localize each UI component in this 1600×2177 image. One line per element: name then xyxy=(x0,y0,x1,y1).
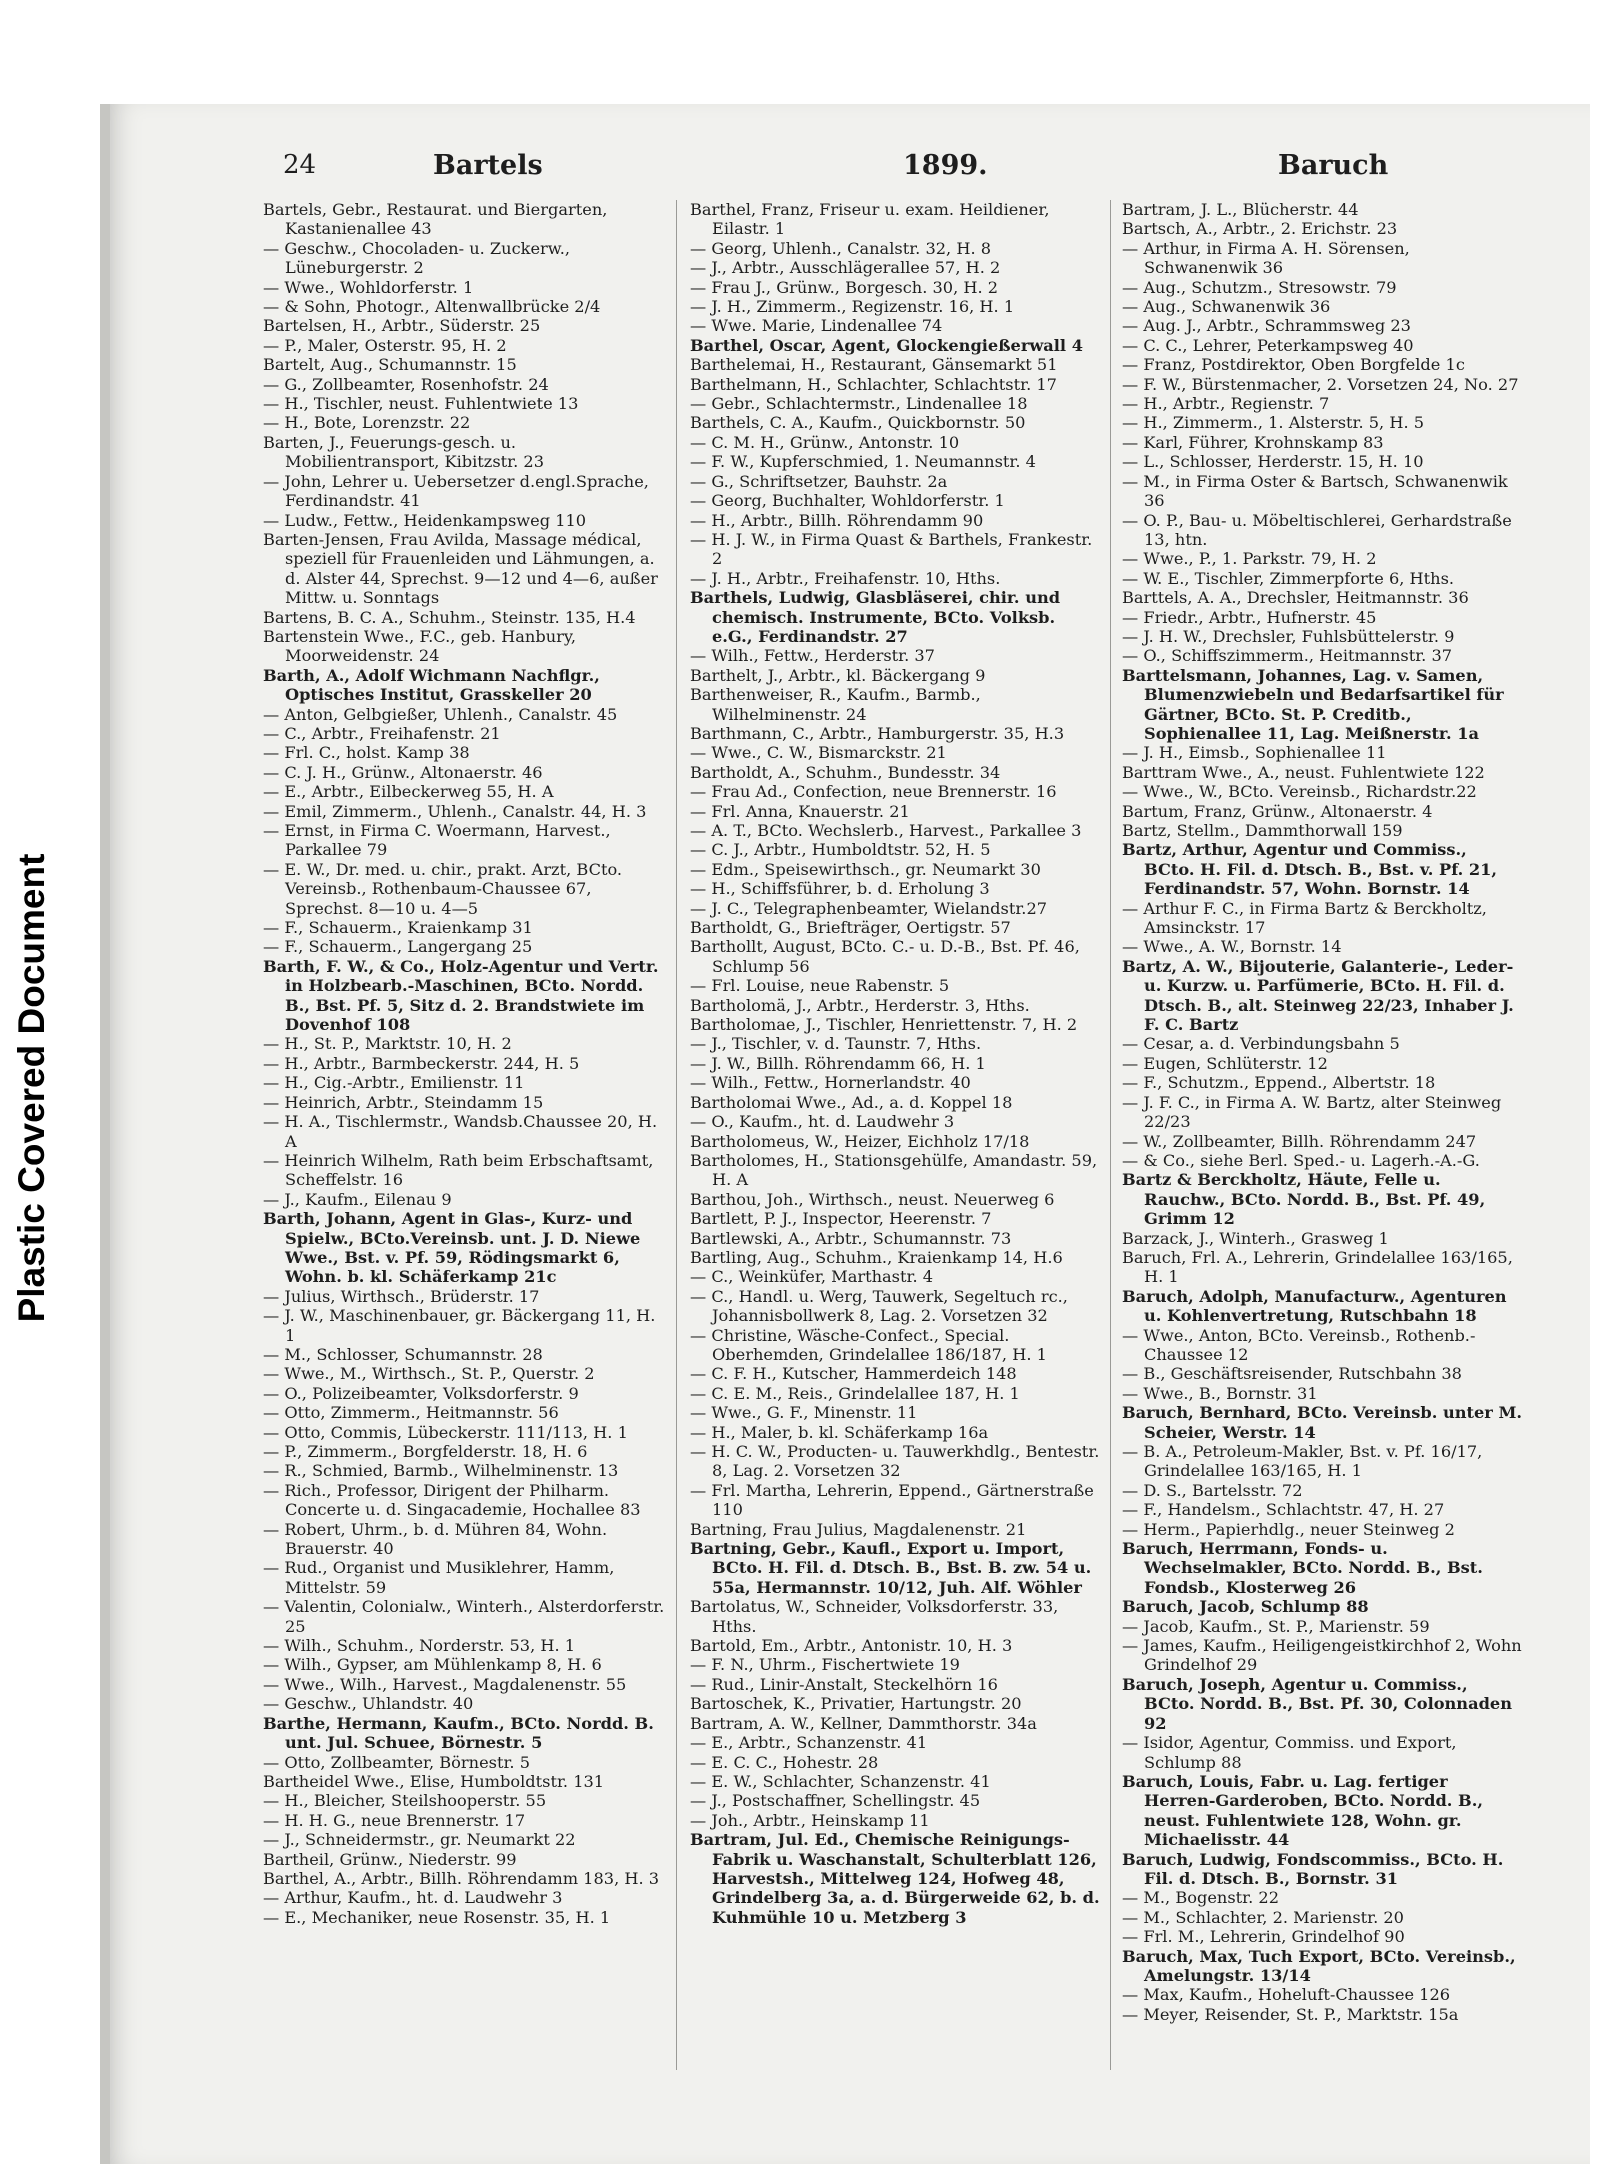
directory-entry: — H., Maler, b. kl. Schäferkamp 16a xyxy=(690,1422,989,1442)
directory-entry: — Franz, Postdirektor, Oben Borgfelde 1c xyxy=(1122,355,1465,375)
directory-entry: Barttelsmann, Johannes, Lag. v. Samen, Blumenzwiebeln und Bedarfsartikel für Gärtner, BCto. St. P. Creditb., Sophienallee 11, Lag. Meißnerstr. 1a xyxy=(1122,665,1504,743)
directory-entry: Barthels, C. A., Kaufm., Quickbornstr. 50 xyxy=(690,413,1026,433)
directory-entry: Barthel, Franz, Friseur u. exam. Heildiener, Eilastr. 1 xyxy=(690,200,1050,239)
directory-entry: — Julius, Wirthsch., Brüderstr. 17 xyxy=(263,1286,540,1306)
directory-entry: — J., Arbtr., Ausschlägerallee 57, H. 2 xyxy=(690,258,1001,278)
directory-column-2 xyxy=(690,200,1100,2085)
directory-entry: Bartlett, P. J., Inspector, Heerenstr. 7 xyxy=(690,1209,992,1229)
directory-entry: — Wwe., Anton, BCto. Vereinsb., Rothenb.-Chaussee 12 xyxy=(1122,1325,1476,1364)
directory-entry: Bartholomeus, W., Heizer, Eichholz 17/18 xyxy=(690,1131,1030,1151)
directory-entry: Bartning, Frau Julius, Magdalenenstr. 21 xyxy=(690,1519,1027,1539)
directory-entry: — Wwe., P., 1. Parkstr. 79, H. 2 xyxy=(1122,549,1377,569)
directory-entry: — E., Arbtr., Schanzenstr. 41 xyxy=(690,1733,928,1753)
directory-entry: — O. P., Bau- u. Möbeltischlerei, Gerhardstraße 13, htn. xyxy=(1122,510,1512,549)
header-year: 1899. xyxy=(903,150,988,181)
directory-entry: — Meyer, Reisender, St. P., Marktstr. 15a xyxy=(1122,2004,1459,2024)
column-divider xyxy=(676,200,677,2070)
directory-entry: — Otto, Zollbeamter, Börnestr. 5 xyxy=(263,1752,531,1772)
directory-entry: — C., Arbtr., Freihafenstr. 21 xyxy=(263,723,501,743)
directory-entry: — H., Arbtr., Billh. Röhrendamm 90 xyxy=(690,510,984,530)
directory-entry: — M., Bogenstr. 22 xyxy=(1122,1888,1280,1908)
directory-entry: — C., Handl. u. Werg, Tauwerk, Segeltuch rc., Johannisbollwerk 8, Lag. 2. Vorsetzen 32 xyxy=(690,1286,1068,1326)
directory-entry: — Anton, Gelbgießer, Uhlenh., Canalstr. 45 xyxy=(263,704,618,724)
directory-entry: — E. W., Dr. med. u. chir., prakt. Arzt, BCto. Vereinsb., Rothenbaum-Chaussee 67, Sprechst. 8—10 u. 4—5 xyxy=(263,859,623,918)
directory-entry: Bartelt, Aug., Schumannstr. 15 xyxy=(263,355,517,375)
directory-entry: Bartholdt, A., Schuhm., Bundesstr. 34 xyxy=(690,762,1001,782)
directory-entry: Barthel, Oscar, Agent, Glockengießerwall 4 xyxy=(690,335,1083,355)
directory-entry: — Wwe., W., BCto. Vereinsb., Richardstr.22 xyxy=(1122,782,1477,802)
directory-entry: Barten, J., Feuerungs-gesch. u. Mobilientransport, Kibitzstr. 23 xyxy=(263,432,544,472)
directory-entry: Baruch, Adolph, Manufacturw., Agenturen u. Kohlenvertretung, Rutschbahn 18 xyxy=(1122,1286,1507,1326)
page-number: 24 xyxy=(283,150,317,180)
directory-entry: Baruch, Bernhard, BCto. Vereinsb. unter M. Scheier, Werstr. 14 xyxy=(1122,1403,1522,1442)
directory-entry: — J., Tischler, v. d. Taunstr. 7, Hths. xyxy=(690,1034,982,1054)
directory-entry: Bartling, Aug., Schuhm., Kraienkamp 14, H.6 xyxy=(690,1247,1063,1267)
directory-entry: — James, Kaufm., Heiligengeistkirchhof 2, Wohn Grindelhof 29 xyxy=(1122,1636,1522,1675)
directory-entry: — Max, Kaufm., Hoheluft-Chaussee 126 xyxy=(1122,1985,1451,2005)
directory-entry: Baruch, Frl. A., Lehrerin, Grindelallee 163/165, H. 1 xyxy=(1122,1247,1513,1287)
directory-entry: — Arthur, Kaufm., ht. d. Laudwehr 3 xyxy=(263,1888,563,1908)
directory-entry: Barth, A., Adolf Wichmann Nachflgr., Optisches Institut, Grasskeller 20 xyxy=(263,665,600,705)
directory-entry: — E., Mechaniker, neue Rosenstr. 35, H. 1 xyxy=(263,1907,611,1927)
directory-entry: — Wwe. Marie, Lindenallee 74 xyxy=(690,316,943,336)
directory-entry: Bartning, Gebr., Kaufl., Export u. Import, BCto. H. Fil. d. Dtsch. B., Bst. B. zw. 54 u. 55a, Hermannstr. 10/12, Juh. Alf. Wöhler xyxy=(690,1539,1092,1597)
side-label-text: Plastic Covered Document xyxy=(11,853,52,1323)
directory-entry: — Jacob, Kaufm., St. P., Marienstr. 59 xyxy=(1122,1616,1430,1636)
directory-entry: — Otto, Zimmerm., Heitmannstr. 56 xyxy=(263,1403,559,1423)
directory-entry: Bartholomae, J., Tischler, Henriettenstr. 7, H. 2 xyxy=(690,1015,1078,1035)
directory-entry: — H., Tischler, neust. Fuhlentwiete 13 xyxy=(263,394,579,414)
directory-entry: — Wilh., Schuhm., Norderstr. 53, H. 1 xyxy=(263,1636,576,1656)
directory-entry: — Frl. Martha, Lehrerin, Eppend., Gärtnerstraße 110 xyxy=(690,1480,1094,1520)
directory-entry: — Wwe., Wilh., Harvest., Magdalenenstr. 55 xyxy=(263,1674,627,1694)
directory-entry: Bartheidel Wwe., Elise, Humboldtstr. 131 xyxy=(263,1771,605,1791)
directory-entry: — Wilh., Gypser, am Mühlenkamp 8, H. 6 xyxy=(263,1655,602,1675)
directory-entry: — G., Zollbeamter, Rosenhofstr. 24 xyxy=(263,374,549,394)
directory-entry: — Ludw., Fettw., Heidenkampsweg 110 xyxy=(263,510,587,530)
directory-entry: — Heinrich Wilhelm, Rath beim Erbschaftsamt, Scheffelstr. 16 xyxy=(263,1150,654,1190)
directory-entry: — H., Schiffsführer, b. d. Erholung 3 xyxy=(690,879,990,899)
directory-entry: — Wwe., M., Wirthsch., St. P., Querstr. 2 xyxy=(263,1364,595,1384)
directory-entry: Barthenweiser, R., Kaufm., Barmb., Wilhelminenstr. 24 xyxy=(690,685,981,724)
directory-entry: Barth, F. W., & Co., Holz-Agentur und Vertr. in Holzbearb.-Maschinen, BCto. Nordd. B., Bst. Pf. 5, Sitz d. 2. Brandstwiete im Dovenhof 108 xyxy=(263,956,659,1035)
directory-entry: — C. E. M., Reis., Grindelallee 187, H. 1 xyxy=(690,1383,1020,1403)
directory-entry: — O., Schiffszimmerm., Heitmannstr. 37 xyxy=(1122,646,1453,666)
directory-entry: — J., Kaufm., Eilenau 9 xyxy=(263,1189,452,1209)
directory-entry: — A. T., BCto. Wechslerb., Harvest., Parkallee 3 xyxy=(690,821,1082,840)
directory-entry: — F., Schauerm., Kraienkamp 31 xyxy=(263,918,533,938)
directory-entry: — Wwe., C. W., Bismarckstr. 21 xyxy=(690,743,947,763)
directory-entry: Barthollt, August, BCto. C.- u. D.-B., Bst. Pf. 46, Schlump 56 xyxy=(690,937,1080,976)
directory-entry: — J. W., Billh. Röhrendamm 66, H. 1 xyxy=(690,1053,986,1073)
directory-entry: Bartz & Berckholtz, Häute, Felle u. Rauchw., BCto. Nordd. B., Bst. Pf. 49, Grimm 12 xyxy=(1122,1170,1486,1229)
directory-entry: — H. J. W., in Firma Quast & Barthels, Frankestr. 2 xyxy=(690,529,1093,569)
directory-entry: — W., Zollbeamter, Billh. Röhrendamm 247 xyxy=(1122,1131,1477,1151)
directory-entry: — H., Cig.-Arbtr., Emilienstr. 11 xyxy=(263,1073,525,1093)
directory-entry: — J. H., Eimsb., Sophienallee 11 xyxy=(1122,743,1387,763)
directory-entry: Bartum, Franz, Grünw., Altonaerstr. 4 xyxy=(1122,801,1433,821)
directory-entry: — Aug., Schwanenwik 36 xyxy=(1122,297,1331,317)
directory-entry: — P., Maler, Osterstr. 95, H. 2 xyxy=(263,335,507,355)
header-right-word: Baruch xyxy=(1278,150,1389,181)
directory-entry: — J. C., Telegraphenbeamter, Wielandstr.27 xyxy=(690,898,1048,918)
directory-entry: — Rich., Professor, Dirigent der Philharm. Concerte u. d. Singacademie, Hochallee 83 xyxy=(263,1480,641,1520)
directory-entry: Bartlewski, A., Arbtr., Schumannstr. 73 xyxy=(690,1228,1012,1248)
directory-entry: — & Sohn, Photogr., Altenwallbrücke 2/4 xyxy=(263,297,601,317)
directory-entry: — H., Bote, Lorenzstr. 22 xyxy=(263,413,471,433)
directory-entry: Barten-Jensen, Frau Avilda, Massage médical, speziell für Frauenleiden und Lähmungen, a. d. Alster 44, Sprechst. 9—12 und 4—6, außer Mittw. u. Sonntags xyxy=(263,529,658,608)
directory-entry: — H., Arbtr., Barmbeckerstr. 244, H. 5 xyxy=(263,1053,580,1073)
directory-entry: — Arthur, in Firma A. H. Sörensen, Schwanenwik 36 xyxy=(1122,238,1410,278)
directory-entry: — O., Kaufm., ht. d. Laudwehr 3 xyxy=(690,1112,955,1132)
directory-entry: — L., Schlosser, Herderstr. 15, H. 10 xyxy=(1122,452,1424,472)
directory-entry: — Friedr., Arbtr., Hufnerstr. 45 xyxy=(1122,607,1377,627)
directory-entry: — Joh., Arbtr., Heinskamp 11 xyxy=(690,1810,930,1830)
directory-entry: Baruch, Ludwig, Fondscommiss., BCto. H. Fil. d. Dtsch. B., Bornstr. 31 xyxy=(1122,1849,1504,1888)
directory-entry: — B. A., Petroleum-Makler, Bst. v. Pf. 16/17, Grindelallee 163/165, H. 1 xyxy=(1122,1442,1483,1481)
directory-entry: — M., in Firma Oster & Bartsch, Schwanenwik 36 xyxy=(1122,471,1508,511)
directory-entry: Bartholdt, G., Briefträger, Oertigstr. 57 xyxy=(690,918,1011,938)
directory-entry: Baruch, Jacob, Schlump 88 xyxy=(1122,1597,1369,1617)
directory-entry: — H., Zimmerm., 1. Alsterstr. 5, H. 5 xyxy=(1122,413,1425,433)
directory-entry: — Georg, Uhlenh., Canalstr. 32, H. 8 xyxy=(690,238,992,258)
directory-entry: — J. H., Arbtr., Freihafenstr. 10, Hths. xyxy=(690,568,1001,588)
directory-entry: — C. F. H., Kutscher, Hammerdeich 148 xyxy=(690,1364,1017,1384)
directory-entry: — J., Schneidermstr., gr. Neumarkt 22 xyxy=(263,1830,576,1850)
directory-entry: Bartholomes, H., Stationsgehülfe, Amandastr. 59, H. A xyxy=(690,1150,1098,1190)
directory-entry: — J. H., Zimmerm., Regizenstr. 16, H. 1 xyxy=(690,297,1015,317)
directory-entry: — Arthur F. C., in Firma Bartz & Berckholtz, Amsinckstr. 17 xyxy=(1122,898,1487,938)
directory-entry: — Robert, Uhrm., b. d. Mühren 84, Wohn. Brauerstr. 40 xyxy=(263,1519,608,1559)
directory-entry: — F., Schutzm., Eppend., Albertstr. 18 xyxy=(1122,1073,1436,1093)
directory-entry: — E. W., Schlachter, Schanzenstr. 41 xyxy=(690,1771,991,1791)
directory-entry: — Edm., Speisewirthsch., gr. Neumarkt 30 xyxy=(690,859,1041,879)
directory-entry: — Karl, Führer, Krohnskamp 83 xyxy=(1122,432,1384,452)
column-divider xyxy=(1110,200,1111,2070)
directory-entry: — Emil, Zimmerm., Uhlenh., Canalstr. 44, H. 3 xyxy=(263,801,647,821)
directory-entry: Bartz, Arthur, Agentur und Commiss., BCto. H. Fil. d. Dtsch. B., Bst. v. Pf. 21, Ferdinandstr. 57, Wohn. Bornstr. 14 xyxy=(1122,840,1498,899)
directory-entry: — H., Bleicher, Steilshooperstr. 55 xyxy=(263,1791,547,1811)
directory-entry: — F., Handelsm., Schlachtstr. 47, H. 27 xyxy=(1122,1500,1445,1520)
directory-entry: — D. S., Bartelsstr. 72 xyxy=(1122,1480,1303,1500)
directory-entry: — Wilh., Fettw., Hornerlandstr. 40 xyxy=(690,1073,971,1093)
directory-entry: Bartoschek, K., Privatier, Hartungstr. 20 xyxy=(690,1694,1022,1714)
directory-entry: — Herm., Papierhdlg., neuer Steinweg 2 xyxy=(1122,1519,1455,1539)
directory-entry: — Frl. C., holst. Kamp 38 xyxy=(263,743,470,763)
directory-entry: — Georg, Buchhalter, Wohldorferstr. 1 xyxy=(690,491,1005,511)
directory-entry: Bartolatus, W., Schneider, Volksdorferstr. 33, Hths. xyxy=(690,1597,1059,1636)
directory-entry: Barthel, A., Arbtr., Billh. Röhrendamm 183, H. 3 xyxy=(263,1868,660,1888)
directory-entry: — R., Schmied, Barmb., Wilhelminenstr. 13 xyxy=(263,1461,619,1481)
directory-column-1 xyxy=(263,200,665,2085)
directory-entry: — Cesar, a. d. Verbindungsbahn 5 xyxy=(1122,1034,1400,1054)
header-left-word: Bartels xyxy=(433,150,543,181)
directory-entry: Barttram Wwe., A., neust. Fuhlentwiete 122 xyxy=(1122,762,1485,782)
directory-entry: — Rud., Linir-Anstalt, Steckelhörn 16 xyxy=(690,1674,998,1694)
directory-entry: Bartram, Jul. Ed., Chemische Reinigungs-Fabrik u. Waschanstalt, Schulterblatt 126, Harvestsh., Mittelweg 124, Hofweg 48, Grindelberg 3a, a. d. Bürgerweide 62, b. d. Kuhmühle 10 u. Metzberg 3 xyxy=(690,1830,1100,1927)
directory-entry: — Aug., Schutzm., Stresowstr. 79 xyxy=(1122,277,1397,297)
directory-entry: — J. W., Maschinenbauer, gr. Bäckergang 11, H. 1 xyxy=(263,1306,656,1345)
directory-entry: — M., Schlosser, Schumannstr. 28 xyxy=(263,1344,543,1364)
directory-entry: — P., Zimmerm., Borgfelderstr. 18, H. 6 xyxy=(263,1442,588,1461)
directory-entry: — Frau Ad., Confection, neue Brennerstr. 16 xyxy=(690,782,1057,802)
directory-entry: — M., Schlachter, 2. Marienstr. 20 xyxy=(1122,1907,1404,1927)
side-label xyxy=(0,0,64,2177)
directory-entry: Barthou, Joh., Wirthsch., neust. Neuerweg 6 xyxy=(690,1189,1055,1209)
directory-entry: — C. C., Lehrer, Peterkampsweg 40 xyxy=(1122,335,1414,355)
directory-entry: — H., St. P., Marktstr. 10, H. 2 xyxy=(263,1034,512,1054)
directory-entry: Bartz, A. W., Bijouterie, Galanterie-, Leder- u. Kurzw. u. Parfümerie, BCto. H. Fil. d. Dtsch. B., alt. Steinweg 22/23, Inhaber J. F. C. Bartz xyxy=(1122,956,1514,1035)
directory-entry: — Frl. Louise, neue Rabenstr. 5 xyxy=(690,976,950,996)
directory-entry: Bartold, Em., Arbtr., Antonistr. 10, H. 3 xyxy=(690,1636,1013,1656)
directory-entry: — J., Postschaffner, Schellingstr. 45 xyxy=(690,1791,981,1811)
directory-entry: Bartens, B. C. A., Schuhm., Steinstr. 135, H.4 xyxy=(263,607,636,627)
directory-entry: — Ernst, in Firma C. Woermann, Harvest., Parkallee 79 xyxy=(263,821,611,860)
directory-entry: Barzack, J., Winterh., Grasweg 1 xyxy=(1122,1228,1389,1248)
directory-entry: Barthels, Ludwig, Glasbläserei, chir. und chemisch. Instrumente, BCto. Volksb. e.G., Ferdinandstr. 27 xyxy=(690,588,1061,646)
directory-entry: Barthelmann, H., Schlachter, Schlachtstr. 17 xyxy=(690,374,1057,394)
directory-entry: — Geschw., Uhlandstr. 40 xyxy=(263,1694,474,1714)
directory-entry: — G., Schriftsetzer, Bauhstr. 2a xyxy=(690,471,948,491)
directory-entry: — Otto, Commis, Lübeckerstr. 111/113, H. 1 xyxy=(263,1422,628,1442)
directory-entry: — John, Lehrer u. Uebersetzer d.engl.Sprache, Ferdinandstr. 41 xyxy=(263,471,649,511)
directory-entry: — O., Polizeibeamter, Volksdorferstr. 9 xyxy=(263,1383,579,1403)
directory-entry: — Heinrich, Arbtr., Steindamm 15 xyxy=(263,1092,544,1112)
directory-entry: Bartram, A. W., Kellner, Dammthorstr. 34a xyxy=(690,1713,1037,1733)
directory-entry: — C. J., Arbtr., Humboldtstr. 52, H. 5 xyxy=(690,840,991,860)
directory-entry: — H. A., Tischlermstr., Wandsb.Chaussee 20, H. A xyxy=(263,1112,658,1151)
directory-entry: — B., Geschäftsreisender, Rutschbahn 38 xyxy=(1122,1364,1462,1384)
directory-entry: Barthmann, C., Arbtr., Hamburgerstr. 35, H.3 xyxy=(690,723,1065,743)
directory-entry: — Frl. M., Lehrerin, Grindelhof 90 xyxy=(1122,1927,1405,1947)
directory-entry: Barttels, A. A., Drechsler, Heitmannstr. 36 xyxy=(1122,588,1469,608)
directory-entry: Bartholomä, J., Arbtr., Herderstr. 3, Hths. xyxy=(690,995,1030,1015)
directory-entry: Barthe, Hermann, Kaufm., BCto. Nordd. B. unt. Jul. Schuee, Börnestr. 5 xyxy=(263,1713,654,1753)
directory-entry: — Gebr., Schlachtermstr., Lindenallee 18 xyxy=(690,394,1028,414)
directory-entry: — C., Weinküfer, Marthastr. 4 xyxy=(690,1267,934,1287)
directory-entry: — H., Arbtr., Regienstr. 7 xyxy=(1122,394,1330,414)
directory-entry: — H. H. G., neue Brennerstr. 17 xyxy=(263,1810,526,1830)
directory-entry: — E. C. C., Hohestr. 28 xyxy=(690,1752,879,1772)
directory-entry: — E., Arbtr., Eilbeckerweg 55, H. A xyxy=(263,782,554,802)
directory-entry: — Isidor, Agentur, Commiss. und Export, Schlump 88 xyxy=(1122,1733,1457,1772)
directory-entry: — C. M. H., Grünw., Antonstr. 10 xyxy=(690,432,960,452)
directory-entry: — F. W., Kupferschmied, 1. Neumannstr. 4 xyxy=(690,452,1036,472)
directory-entry: Baruch, Herrmann, Fonds- u. Wechselmakler, BCto. Nordd. B., Bst. Fondsb., Klosterweg 26 xyxy=(1122,1539,1483,1597)
directory-entry: — W. E., Tischler, Zimmerpforte 6, Hths. xyxy=(1122,568,1455,588)
directory-entry: Baruch, Joseph, Agentur u. Commiss., BCto. Nordd. B., Bst. Pf. 30, Colonnaden 92 xyxy=(1122,1674,1512,1733)
directory-entry: — & Co., siehe Berl. Sped.- u. Lagerh.-A.-G. xyxy=(1122,1150,1480,1170)
directory-entry: Baruch, Max, Tuch Export, BCto. Vereinsb., Amelungstr. 13/14 xyxy=(1122,1946,1516,1985)
directory-entry: — Wwe., Wohldorferstr. 1 xyxy=(263,277,474,297)
directory-entry: Barthelemai, H., Restaurant, Gänsemarkt 51 xyxy=(690,355,1058,375)
directory-entry: Bartels, Gebr., Restaurat. und Biergarten, Kastanienallee 43 xyxy=(263,200,608,239)
directory-column-3 xyxy=(1122,200,1522,2085)
directory-entry: Bartheil, Grünw., Niederstr. 99 xyxy=(263,1849,517,1869)
directory-entry: Barthelt, J., Arbtr., kl. Bäckergang 9 xyxy=(690,665,986,685)
directory-entry: — Aug. J., Arbtr., Schrammsweg 23 xyxy=(1122,316,1411,336)
directory-entry: — H. C. W., Producten- u. Tauwerkhdlg., Bentestr. 8, Lag. 2. Vorsetzen 32 xyxy=(690,1442,1100,1481)
directory-entry: Baruch, Louis, Fabr. u. Lag. fertiger Herren-Garderoben, BCto. Nordd. B., neust. Fuhlentwiete 128, Wohn. gr. Michaelisstr. 44 xyxy=(1122,1771,1483,1850)
directory-entry: — Wilh., Fettw., Herderstr. 37 xyxy=(690,646,935,666)
directory-entry: Bartram, J. L., Blücherstr. 44 xyxy=(1122,200,1359,219)
directory-entry: — Wwe., A. W., Bornstr. 14 xyxy=(1122,937,1342,957)
directory-entry: — Eugen, Schlüterstr. 12 xyxy=(1122,1053,1328,1073)
directory-entry: — F. W., Bürstenmacher, 2. Vorsetzen 24, No. 27 xyxy=(1122,374,1519,394)
directory-entry: — C. J. H., Grünw., Altonaerstr. 46 xyxy=(263,762,543,782)
directory-entry: — Geschw., Chocoladen- u. Zuckerw., Lüneburgerstr. 2 xyxy=(263,238,570,278)
page-header xyxy=(183,150,1483,194)
directory-entry: — F. N., Uhrm., Fischertwiete 19 xyxy=(690,1655,960,1675)
directory-entry: — J. F. C., in Firma A. W. Bartz, alter Steinweg 22/23 xyxy=(1122,1092,1502,1132)
directory-entry: — Wwe., B., Bornstr. 31 xyxy=(1122,1383,1318,1403)
directory-entry: — Frl. Anna, Knauerstr. 21 xyxy=(690,801,910,821)
directory-entry: Bartz, Stellm., Dammthorwall 159 xyxy=(1122,821,1403,840)
directory-entry: — Wwe., G. F., Minenstr. 11 xyxy=(690,1403,918,1423)
directory-entry: Bartelsen, H., Arbtr., Süderstr. 25 xyxy=(263,316,541,336)
directory-entry: — Valentin, Colonialw., Winterh., Alsterdorferstr. 25 xyxy=(263,1597,665,1636)
directory-entry: — Frau J., Grünw., Borgesch. 30, H. 2 xyxy=(690,277,999,297)
directory-entry: Bartsch, A., Arbtr., 2. Erichstr. 23 xyxy=(1122,219,1398,239)
directory-entry: — Christine, Wäsche-Confect., Special. Oberhemden, Grindelallee 186/187, H. 1 xyxy=(690,1325,1047,1364)
directory-entry: Bartholomai Wwe., Ad., a. d. Koppel 18 xyxy=(690,1092,1013,1112)
directory-entry: — Rud., Organist und Musiklehrer, Hamm, Mittelstr. 59 xyxy=(263,1558,615,1597)
directory-entry: Barth, Johann, Agent in Glas-, Kurz- und Spielw., BCto.Vereinsb. unt. J. D. Niewe Wwe., Bst. v. Pf. 59, Rödingsmarkt 6, Wohn. b. kl. Schäferkamp 21c xyxy=(263,1209,641,1287)
directory-entry: — F., Schauerm., Langergang 25 xyxy=(263,937,533,957)
directory-entry: — J. H. W., Drechsler, Fuhlsbüttelerstr. 9 xyxy=(1122,626,1455,646)
directory-entry: Bartenstein Wwe., F.C., geb. Hanbury, Moorweidenstr. 24 xyxy=(263,626,576,666)
